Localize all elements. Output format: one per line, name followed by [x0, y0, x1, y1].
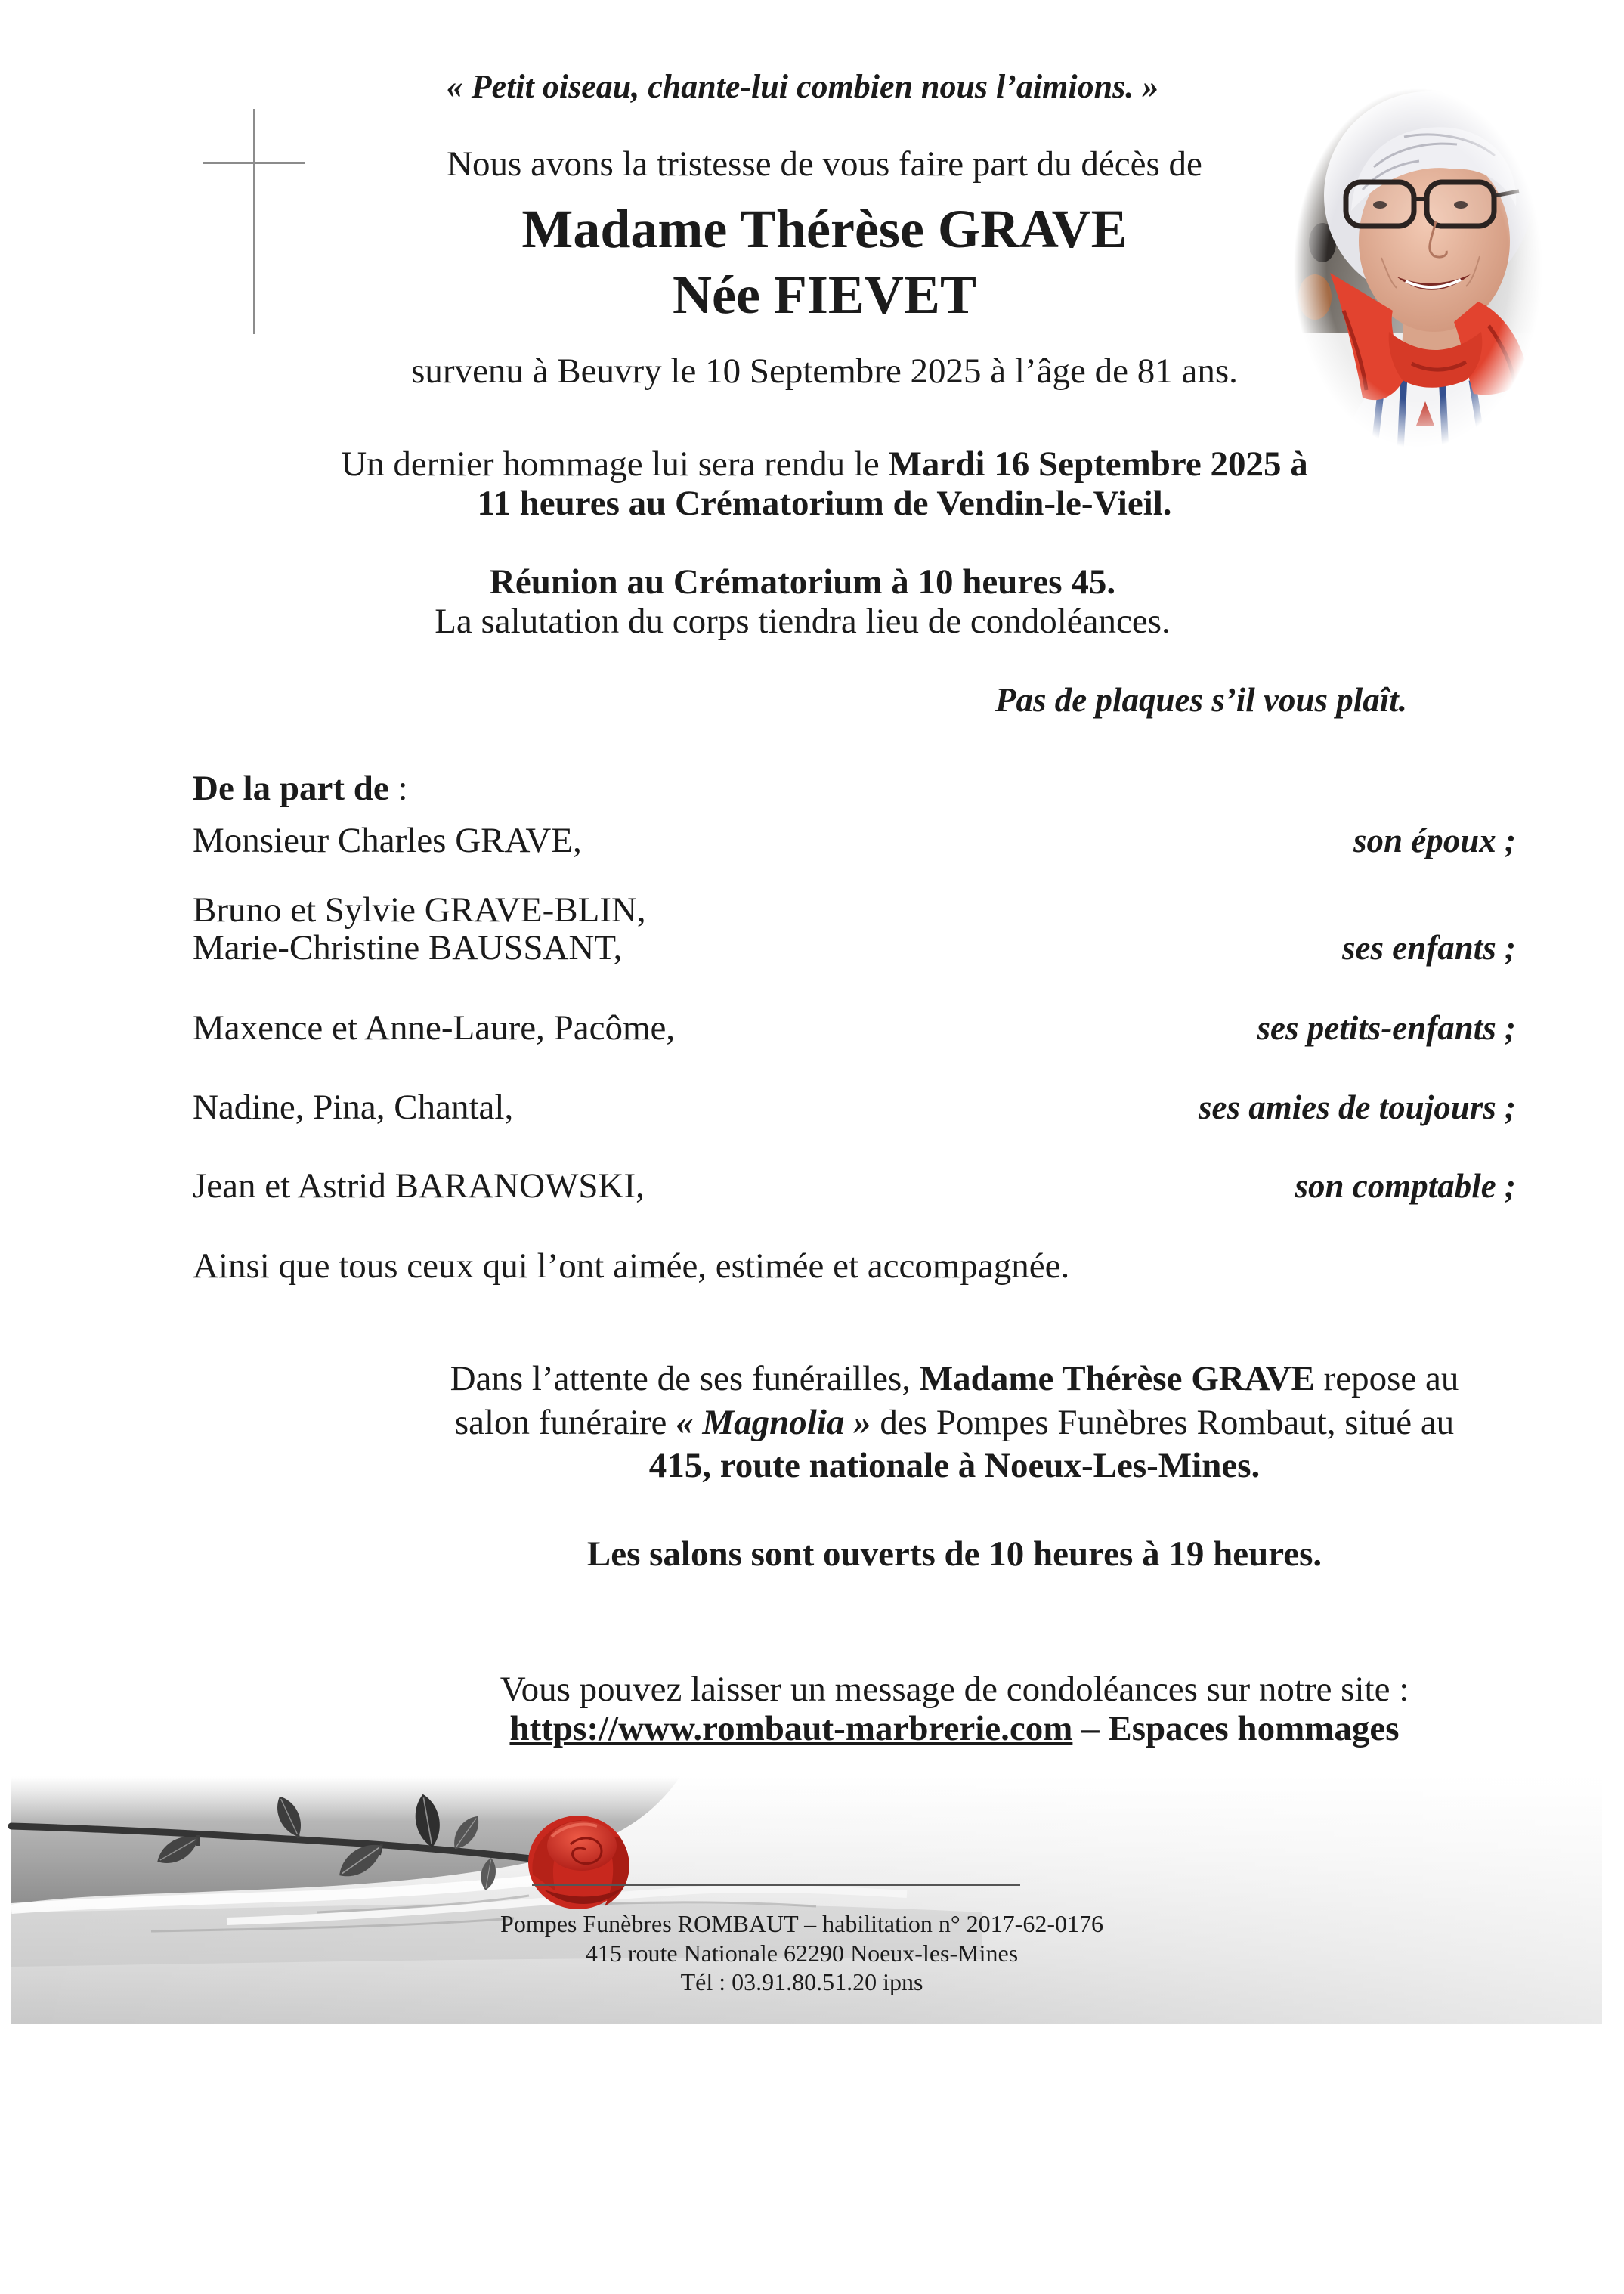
footer-phone: Tél : 03.91.80.51.20 ipns: [680, 1968, 923, 1995]
viewing-line-1-end: repose au: [1314, 1359, 1459, 1398]
no-plaques-notice: Pas de plaques s’il vous plaît.: [995, 681, 1407, 719]
tributes-section: Espaces hommages: [1108, 1709, 1400, 1748]
ceremony-intro: Un dernier hommage lui sera rendu le: [341, 444, 889, 484]
family-member-name: Monsieur Charles GRAVE,: [193, 821, 582, 860]
salon-name: « Magnolia »: [676, 1403, 871, 1442]
footer-address: 415 route Nationale 62290 Noeux-les-Mines: [585, 1940, 1019, 1967]
ceremony-meeting: Réunion au Crématorium à 10 heures 45.: [489, 562, 1116, 602]
family-member-name: Nadine, Pina, Chantal,: [193, 1088, 514, 1127]
footer-company: Pompes Funèbres ROMBAUT – habilitation n° 2017-62-0176: [500, 1910, 1103, 1937]
viewing-address: 415, route nationale à Noeux-Les-Mines.: [648, 1446, 1261, 1485]
family-member-name: Jean et Astrid BARANOWSKI,: [193, 1166, 645, 1206]
family-member-name: Maxence et Anne-Laure, Pacôme,: [193, 1008, 676, 1048]
family-relation: ses petits-enfants ;: [1257, 1009, 1516, 1047]
death-details: survenu à Beuvry le 10 Septembre 2025 à l’âge de 81 ans.: [411, 351, 1238, 391]
online-message: Vous pouvez laisser un message de condoléances sur notre site :: [500, 1670, 1409, 1709]
announcement-intro: Nous avons la tristesse de vous faire part du décès de: [447, 144, 1202, 184]
online-link-line: [350, 1706, 1559, 1751]
family-relation: son comptable ;: [1295, 1167, 1516, 1205]
ceremony-date: Mardi 16 Septembre 2025 à: [888, 444, 1308, 484]
family-relation: ses enfants ;: [1341, 929, 1516, 967]
footer-divider: [532, 1884, 1020, 1886]
deceased-maiden-name: Née FIEVET: [673, 265, 976, 325]
viewing-line-2-end: des Pompes Funèbres Rombaut, situé au: [871, 1403, 1455, 1442]
family-relation: ses amies de toujours ;: [1198, 1088, 1516, 1126]
viewing-line-2-start: salon funéraire: [454, 1403, 676, 1442]
epigraph: « Petit oiseau, chante-lui combien nous l’aimions. »: [446, 68, 1159, 105]
viewing-deceased-name: Madame Thérèse GRAVE: [919, 1359, 1315, 1398]
viewing-line-1-start: Dans l’attente de ses funérailles,: [450, 1359, 920, 1398]
family-heading-colon: :: [388, 769, 408, 808]
viewing-line-1: [350, 1356, 1559, 1401]
family-member-name: Bruno et Sylvie GRAVE-BLIN,: [193, 890, 646, 930]
deceased-name: Madame Thérèse GRAVE: [521, 199, 1128, 259]
ceremony-time-place: 11 heures au Crématorium de Vendin-le-Vieil.: [477, 484, 1172, 523]
family-relation: son époux ;: [1353, 822, 1516, 859]
viewing-line-2: [350, 1400, 1559, 1445]
ceremony-line-1: [220, 441, 1429, 487]
portrait-photo: [1291, 84, 1545, 453]
family-closing: Ainsi que tous ceux qui l’ont aimée, estimée et accompagnée.: [193, 1246, 1070, 1286]
family-heading-label: De la part de: [193, 769, 389, 808]
website-link[interactable]: https://www.rombaut-marbrerie.com: [509, 1709, 1073, 1748]
link-separator: –: [1072, 1709, 1109, 1748]
family-heading: [193, 766, 408, 811]
family-member-name: Marie-Christine BAUSSANT,: [193, 928, 623, 967]
ceremony-condolences: La salutation du corps tiendra lieu de condoléances.: [435, 602, 1171, 641]
viewing-hours: Les salons sont ouverts de 10 heures à 19 heures.: [586, 1534, 1322, 1574]
